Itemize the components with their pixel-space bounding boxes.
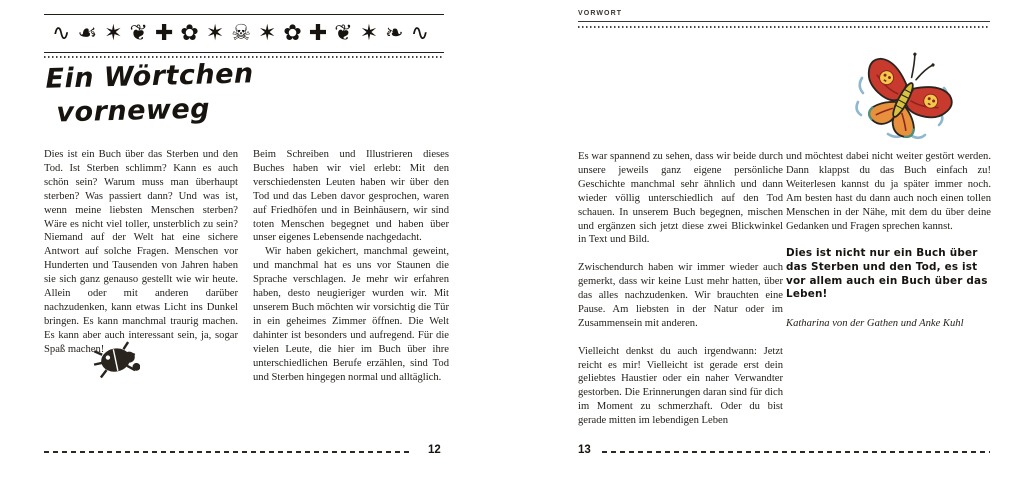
paragraph: Vielleicht denkst du auch irgendwann: Jetzt reicht es mir! Vielleicht ist gerade erst dein geliebtes Haustier oder ein naher Verwandter gestorben. Die Erinnerungen daran sind für dich im Moment zu schmerzhaft. Oder du bist gerade mitten im lebendigen Leben xyxy=(578,345,783,427)
paragraph: Dies ist ein Buch über das Sterben und den Tod. Ist Sterben schlimm? Kann es auch schön sein? Warum muss man überhaupt sterben? Was passiert dann? Und was ist, wenn meine liebsten Menschen sterben? Wäre es nicht viel toller, unsterblich zu sein? Niemand auf der Welt hat eine sichere Antwort auf solche Fragen. Menschen vor Hunderten und Tausenden von Jahren haben sie sich ganz genauso gestellt wie wir heute. Allein oder mit anderen darüber nachzudenken, kann etwas Licht ins Dunkel bringen. Es kann manchmal traurig machen. Es kann aber auch interessant sein, ja, sogar Spaß machen! xyxy=(44,149,238,355)
author-credit: Katharina von der Gathen und Anke Kuhl xyxy=(786,317,964,329)
dashed-rule xyxy=(44,451,412,453)
text-column-4 xyxy=(786,150,991,331)
paragraph: und möchtest dabei nicht weiter gestört werden. Dann klappst du das Buch einfach zu! Weiterlesen kannst du ja später immer noch. Am besten hast du dann auch noch einen tollen Menschen in der Nähe, mit dem du über deine Gedanken und Fragen sprechen kannst. xyxy=(786,151,991,232)
title-line-1: Ein Wörtchen xyxy=(45,58,255,95)
dotted-rule xyxy=(578,26,990,28)
text-column-1 xyxy=(44,148,238,357)
beetle-icon xyxy=(92,338,140,382)
skull-ornament-icon: ∿☙✶❦✚✿✶☠✶✿✚❦✶❧∿ xyxy=(51,20,437,46)
page-number: 13 xyxy=(578,444,591,456)
paragraph: Es war spannend zu sehen, dass wir beide durch unsere jeweils ganz eigene persönliche Geschichte manchmal sehr ähnlich und dann wieder völlig unterschiedlich auf den Tod schauen. In unserem Buch begegnen, mischen und ergänzen sich jetzt diese zwei Blickwinkel in Text und Bild. xyxy=(578,151,783,246)
header-rule xyxy=(578,21,990,22)
paragraph: Zwischendurch haben wir immer wieder auch gemerkt, dass wir keine Lust mehr hatten, über das alles nachzudenken. Wir brauchten eine Pause. Am liebsten in der Natur oder im Zusammensein mit anderen. xyxy=(578,262,783,329)
ornament-border xyxy=(44,14,444,53)
text-column-3 xyxy=(578,150,783,428)
running-header: VORWORT xyxy=(578,10,623,17)
bold-statement: Dies ist nicht nur ein Buch über das Sterben und den Tod, es ist vor allem auch ein Buch über das Leben! xyxy=(786,247,988,301)
paragraph: Beim Schreiben und Illustrieren dieses Buches haben wir viel erlebt: Mit den verschiedensten Leuten haben wir über den Tod und das Leben davor gesprochen, waren auf Friedhöfen und in Beinhäusern, wir sind toten Menschen begegnet und haben über unser eigenes Lebensende nachgedacht. xyxy=(253,149,449,244)
dashed-rule xyxy=(602,451,990,453)
butterfly-icon xyxy=(848,40,966,148)
paragraph: Wir haben gekichert, manchmal geweint, und manchmal hat es uns vor Staunen die Sprache verschlagen. Je mehr wir erfahren haben, desto neugieriger wurden wir. Mit unserem Buch möchten wir vorsichtig die Tür in ein geheimes Zimmer öffnen. Die Welt dahinter ist besonders und aufregend. Für die vielen Leute, die hier im Buch über ihre unterschiedlichen Berufe erzählen, sind Tod und Sterben hingegen normal und alltäglich. xyxy=(253,246,449,383)
chapter-title xyxy=(45,57,255,130)
page-number: 12 xyxy=(428,444,441,456)
text-column-2 xyxy=(253,148,449,384)
title-line-2: vorneweg xyxy=(56,93,211,129)
